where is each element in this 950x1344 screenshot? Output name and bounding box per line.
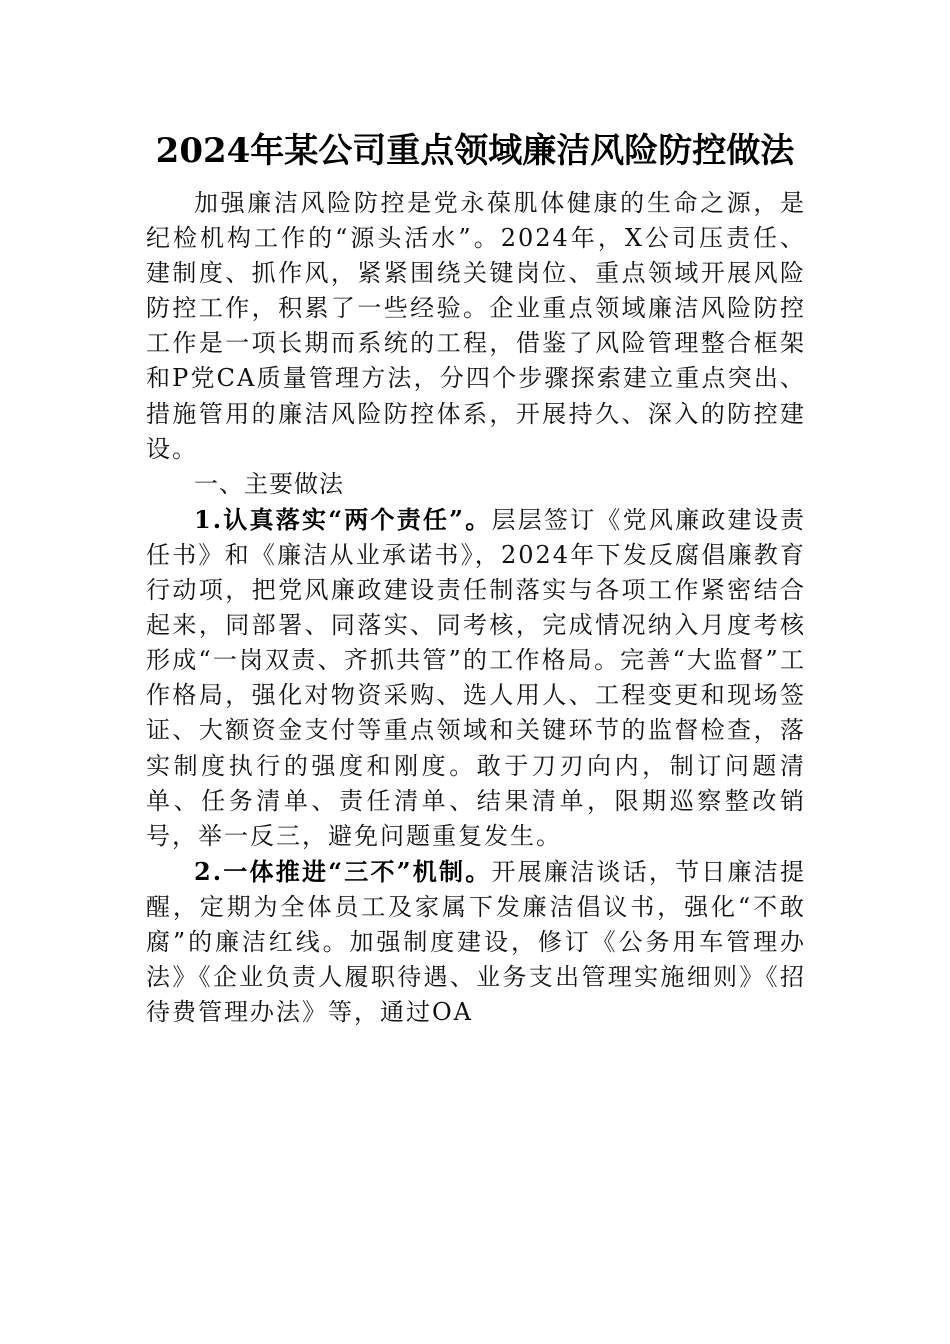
document-body <box>146 186 806 1030</box>
section-heading: 一、主要做法 <box>194 469 344 498</box>
item-2-paragraph <box>146 854 806 1030</box>
item-2-text: 开展廉洁谈话，节日廉洁提醒，定期为全体员工及家属下发廉洁倡议书，强化“不敢腐”的廉洁红线。加强制度建设，修订《公务用车管理办法》《企业负责人履职待遇、业务支出管理实施细则》《招待费管理办法》等，通过OA <box>146 857 807 1027</box>
item-2-lead: 2.一体推进“三不”机制。 <box>194 856 492 886</box>
item-1-text: 层层签订《党风廉政建设责任书》和《廉洁从业承诺书》，2024年下发反腐倡廉教育行动项，把党风廉政建设责任制落实与各项工作紧密结合起来，同部署、同落实、同考核，完成情况纳入月度考核形成“一岗双责、齐抓共管”的工作格局。完善“大监督”工作格局，强化对物资采购、选人用人、工程变更和现场签证、大额资金支付等重点领域和关键环节的监督检查，落实制度执行的强度和刚度。敢于刀刃向内，制订问题清单、任务清单、责任清单、结果清单，限期巡察整改销号，举一反三，避免问题重复发生。 <box>146 505 807 850</box>
item-1-paragraph <box>146 502 806 854</box>
item-1-lead: 1.认真落实“两个责任”。 <box>194 504 492 534</box>
document-title: 2024年某公司重点领域廉洁风险防控做法 <box>155 131 795 171</box>
intro-paragraph: 加强廉洁风险防控是党永葆肌体健康的生命之源，是纪检机构工作的“源头活水”。2024年，X公司压责任、建制度、抓作风，紧紧围绕关键岗位、重点领域开展风险防控工作，积累了一些经验。企业重点领域廉洁风险防控工作是一项长期而系统的工程，借鉴了风险管理整合框架和P党CA质量管理方法，分四个步骤探索建立重点突出、措施管用的廉洁风险防控体系，开展持久、深入的防控建设。 <box>146 189 806 463</box>
